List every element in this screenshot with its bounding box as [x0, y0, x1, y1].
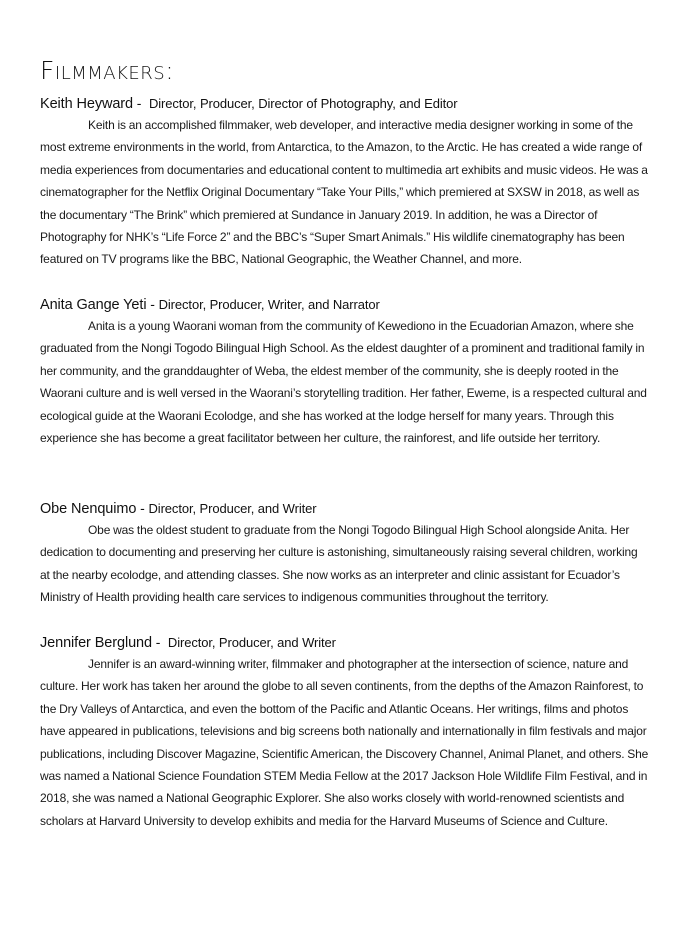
filmmaker-header — [40, 293, 650, 315]
filmmaker-section-keith-heyward — [40, 92, 650, 271]
filmmaker-name: Obe Nenquimo — [40, 501, 137, 517]
name-role-separator: - — [136, 500, 149, 516]
name-role-separator: - — [133, 95, 149, 111]
filmmaker-name: Anita Gange Yeti — [40, 297, 147, 313]
name-role-separator: - — [151, 634, 168, 650]
filmmaker-header — [40, 497, 650, 519]
filmmaker-role: Director, Producer, Director of Photography, and Editor — [148, 96, 458, 111]
filmmaker-bio: Obe was the oldest student to graduate from the Nongi Togodo Bilingual High School alongside Anita. Her dedication to documenting and preserving her culture is astonishing, simultaneously raising several children, working at the nearby ecolodge, and attending classes. She now works as an interpreter and clinic assistant for Ecuador’s Ministry of Health providing health care services to indigenous communities throughout the territory. — [40, 523, 638, 605]
filmmaker-bio: Anita is a young Waorani woman from the community of Kewediono in the Ecuadorian Amazon, where she graduated from the Nongi Togodo Bilingual High School. As the eldest daughter of a prominent and traditional family in her community, and the granddaughter of Weba, the eldest member of the community, she is deeply rooted in the Waorani culture and is well versed in the Waorani’s storytelling tradition. Her father, Eweme, is a respected cultural and ecological guide at the Waorani Ecolodge, and she has worked at the lodge herself for many years. Through this experience she has become a great facilitator between her culture, the rainforest, and life outside her territory. — [40, 319, 647, 446]
filmmaker-section-anita-gange-yeti — [40, 293, 650, 449]
filmmaker-header — [40, 92, 650, 114]
filmmakers-document — [40, 56, 650, 828]
filmmaker-section-jennifer-berglund — [40, 631, 650, 832]
filmmaker-name: Jennifer Berglund — [40, 635, 152, 651]
filmmaker-bio: Keith is an accomplished filmmaker, web developer, and interactive media designer working in some of the most extreme environments in the world, from Antarctica, to the Amazon, to the Arctic. He has created a wide range of media experiences from documentaries and educational content to multimedia art exhibits and music videos. He was a cinematographer for the Netflix Original Documentary “Take Your Pills,” which premiered at SXSW in 2018, as well as the documentary “The Brink” which premiered at Sundance in January 2019. In addition, he was a Director of Photography for NHK’s “Life Force 2” and the BBC’s “Super Smart Animals.” His wildlife cinematography has been featured on TV programs like the BBC, National Geographic, the Weather Channel, and more. — [40, 118, 648, 267]
page-title: Filmmakers: — [40, 56, 175, 85]
filmmaker-role: Director, Producer, and Writer — [167, 635, 336, 650]
name-role-separator: - — [146, 296, 159, 312]
filmmaker-bio: Jennifer is an award-winning writer, filmmaker and photographer at the intersection of science, nature and culture. Her work has taken her around the globe to all seven continents, from the depths of the Amazon Rainforest, to the Dry Valleys of Antarctica, and even the bottom of the Pacific and Atlantic Oceans. Her writings, films and photos have appeared in publications, televisions and big screens both nationally and internationally in film festivals and major publications, including Discover Magazine, Scientific American, the Discovery Channel, Animal Planet, and others. She was named a National Science Foundation STEM Media Fellow at the 2017 Jackson Hole Wildlife Film Festival, and in 2018, she was named a National Geographic Explorer. She also works closely with world-renowned scientists and scholars at Harvard University to develop exhibits and media for the Harvard Museums of Science and Culture. — [40, 657, 649, 828]
filmmaker-header — [40, 631, 650, 653]
filmmaker-section-obe-nenquimo — [40, 497, 650, 609]
filmmaker-name: Keith Heyward — [40, 96, 133, 112]
filmmaker-role: Director, Producer, Writer, and Narrator — [158, 297, 380, 312]
filmmaker-role: Director, Producer, and Writer — [148, 501, 317, 516]
